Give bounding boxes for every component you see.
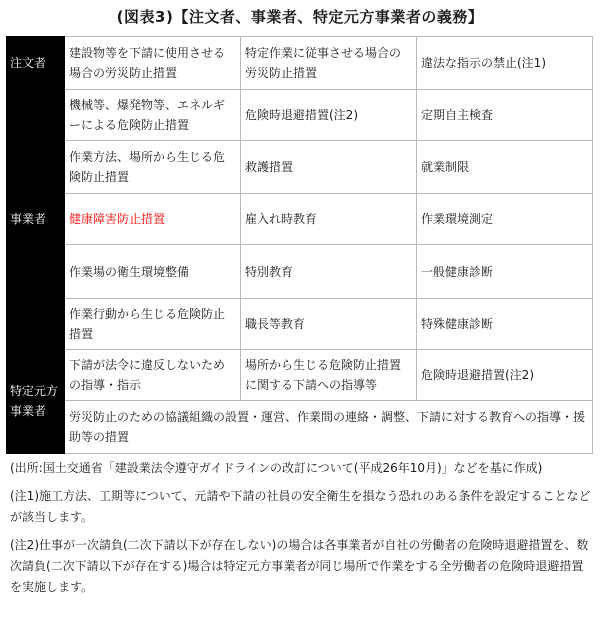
table-cell: 作業場の衛生環境整備	[65, 245, 241, 298]
role-employer: 事業者	[7, 90, 65, 350]
table-row	[7, 298, 593, 349]
figure-title: (図表3)【注文者、事業者、特定元方事業者の義務】	[116, 8, 484, 26]
table-cell: 下請が法令に違反しないための指導・指示	[65, 349, 241, 400]
footnote-1: (注1)施工方法、工期等について、元請や下請の社員の安全衛生を損なう恐れのある条件を設定することなどが該当します。	[10, 489, 591, 524]
table-cell: 就業制限	[417, 141, 593, 194]
table-cell: 建設物等を下請に使用させる場合の労災防止措置	[65, 37, 241, 90]
notes-section	[10, 458, 592, 605]
table-cell: 一般健康診断	[417, 245, 593, 298]
table-cell: 特別教育	[241, 245, 417, 298]
table-row	[7, 400, 593, 453]
table-row	[7, 349, 593, 400]
table-cell: 作業環境測定	[417, 194, 593, 245]
table-cell: 作業行動から生じる危険防止措置	[65, 298, 241, 349]
table-cell: 危険時退避措置(注2)	[417, 349, 593, 400]
table-cell: 定期自主検査	[417, 90, 593, 141]
table-row	[7, 37, 593, 90]
table-row	[7, 194, 593, 245]
source-note: (出所:国土交通省「建設業法令遵守ガイドラインの改訂について(平成26年10月)」などを基に作成)	[10, 461, 543, 475]
obligations-table	[6, 36, 593, 454]
table-cell: 危険時退避措置(注2)	[241, 90, 417, 141]
table-cell: 違法な指示の禁止(注1)	[417, 37, 593, 90]
table-row	[7, 141, 593, 194]
table-cell: 特定作業に従事させる場合の労災防止措置	[241, 37, 417, 90]
table-cell-highlighted: 健康障害防止措置	[65, 194, 241, 245]
table-cell: 特殊健康診断	[417, 298, 593, 349]
table-cell: 雇入れ時教育	[241, 194, 417, 245]
table-cell: 場所から生じる危険防止措置に関する下請への指導等	[241, 349, 417, 400]
table-cell: 機械等、爆発物等、エネルギーによる危険防止措置	[65, 90, 241, 141]
table-cell: 救護措置	[241, 141, 417, 194]
table-cell: 職長等教育	[241, 298, 417, 349]
table-cell: 作業方法、場所から生じる危険防止措置	[65, 141, 241, 194]
table-row	[7, 245, 593, 298]
role-principal-contractor: 特定元方事業者	[7, 349, 65, 453]
role-orderer: 注文者	[7, 37, 65, 90]
table-row	[7, 90, 593, 141]
footnote-2: (注2)仕事が一次請負(二次下請以下が存在しない)の場合は各事業者が自社の労働者の危険時退避措置を、数次請負(二次下請以下が存在する)場合は特定元方事業者が同じ場所で作業をする全労働者の危険時退避措置を実施します。	[10, 538, 589, 594]
table-cell-wide: 労災防止のための協議組織の設置・運営、作業間の連絡・調整、下請に対する教育への指導・援助等の措置	[65, 400, 593, 453]
